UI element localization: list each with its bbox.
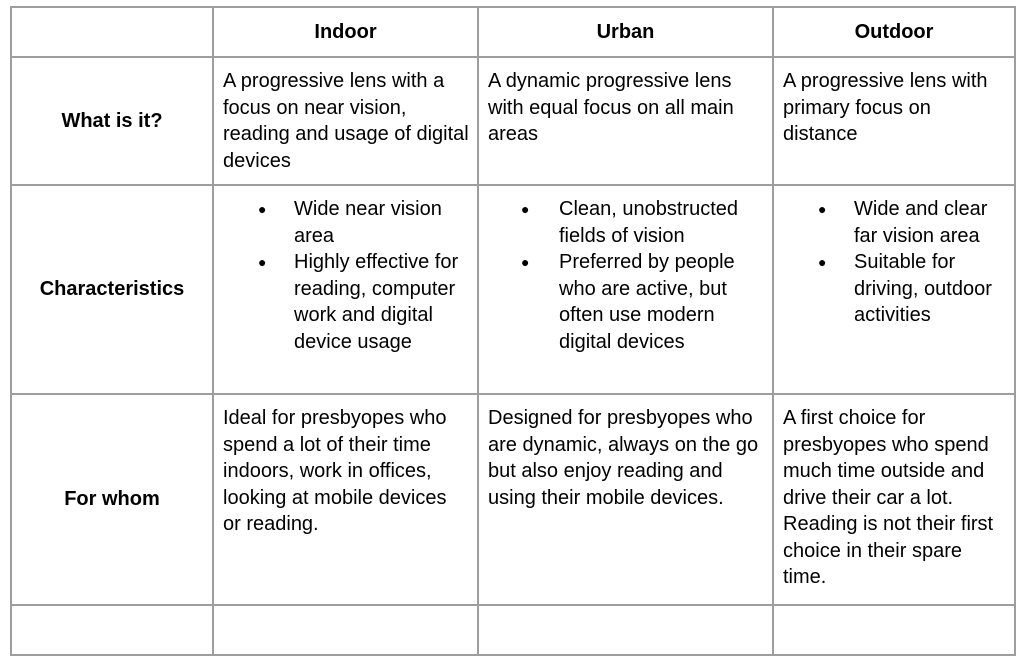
cell-text: A first choice for presbyopes who spend much time outside and drive their car a lot. Reading is not their first choice in their spare time. xyxy=(783,407,994,588)
cell-characteristics-outdoor xyxy=(773,185,1015,394)
column-header-outdoor: Outdoor xyxy=(773,7,1015,57)
cell-for-whom-urban xyxy=(478,394,773,605)
cell-what-indoor xyxy=(213,57,478,185)
table-row-empty xyxy=(11,605,1015,655)
column-header-indoor: Indoor xyxy=(213,7,478,57)
empty-cell xyxy=(773,605,1015,655)
table-row-what-is-it xyxy=(11,57,1015,185)
list-item: ● Clean, unobstructed fields of vision xyxy=(479,196,772,249)
list-item: ● Preferred by people who are active, but often use modern digital devices xyxy=(479,249,772,355)
cell-text: A progressive lens with a focus on near vision, reading and usage of digital devices xyxy=(223,70,469,172)
cell-text: Designed for presbyopes who are dynamic, always on the go but also enjoy reading and using their mobile devices. xyxy=(488,407,759,509)
empty-cell xyxy=(213,605,478,655)
column-header-urban: Urban xyxy=(478,7,773,57)
row-header-what-is-it: What is it? xyxy=(11,57,213,185)
empty-cell xyxy=(478,605,773,655)
cell-characteristics-urban xyxy=(478,185,773,394)
lens-comparison-table xyxy=(10,6,1014,654)
bullet-list xyxy=(479,196,772,355)
cell-text: A dynamic progressive lens with equal focus on all main areas xyxy=(488,70,734,145)
cell-characteristics-indoor xyxy=(213,185,478,394)
bullet-list xyxy=(214,196,477,355)
bullet-list xyxy=(774,196,1014,329)
cell-text: Ideal for presbyopes who spend a lot of their time indoors, work in offices, looking at mobile devices or reading. xyxy=(223,407,447,535)
row-header-characteristics: Characteristics xyxy=(11,185,213,394)
list-item: ● Highly effective for reading, computer work and digital device usage xyxy=(214,249,477,355)
cell-text: A progressive lens with primary focus on distance xyxy=(783,70,988,145)
comparison-grid xyxy=(10,6,1016,656)
header-row xyxy=(11,7,1015,57)
list-item: ● Wide near vision area xyxy=(214,196,477,249)
cell-for-whom-outdoor xyxy=(773,394,1015,605)
table-row-for-whom xyxy=(11,394,1015,605)
empty-cell xyxy=(11,605,213,655)
cell-what-outdoor xyxy=(773,57,1015,185)
cell-for-whom-indoor xyxy=(213,394,478,605)
table-row-characteristics xyxy=(11,185,1015,394)
list-item: ● Wide and clear far vision area xyxy=(774,196,1014,249)
corner-cell xyxy=(11,7,213,57)
cell-what-urban xyxy=(478,57,773,185)
row-header-for-whom: For whom xyxy=(11,394,213,605)
list-item: ● Suitable for driving, outdoor activities xyxy=(774,249,1014,329)
